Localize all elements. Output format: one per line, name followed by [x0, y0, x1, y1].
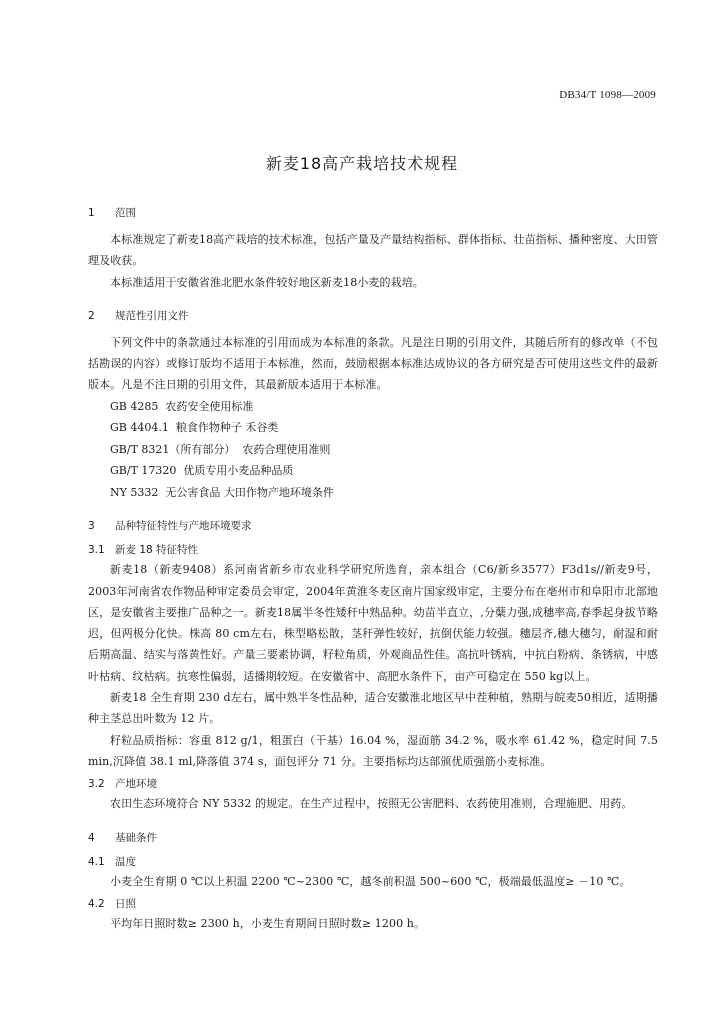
section-title: 规范性引用文件 — [115, 309, 189, 322]
subsection-heading-3-1 — [88, 542, 658, 557]
subsection-number: 4.2 — [88, 897, 105, 910]
section-heading-3 — [88, 518, 658, 533]
paragraph: 籽粒品质指标：容重 812 g/1，粗蛋白（干基）16.04 %，湿面筋 34.2 %，吸水率 61.42 %，稳定时间 7.5 min,沉降值 38.1 ml,降落值 374 s，面包评分 71 分。主要指标均达部颁优质强筋小麦标准。 — [88, 733, 658, 768]
document-body — [88, 205, 658, 934]
reference-item: NY 5332 无公害食品 大田作物产地环境条件 — [110, 485, 334, 499]
subsection-number: 3.1 — [88, 544, 105, 557]
section-heading-4 — [88, 830, 658, 845]
paragraph: 本标准适用于安徽省淮北肥水条件较好地区新麦18小麦的栽培。 — [110, 275, 424, 289]
section-title: 品种特征特性与产地环境要求 — [115, 520, 252, 533]
paragraph: 新麦18（新麦9408）系河南省新乡市农业科学研究所选育，亲本组合（C6/新乡3577）F3d1s//新麦9号，2003年河南省农作物品种审定委员会审定，2004年黄淮冬麦区南片国家级审定，主要分布在亳州市和阜阳市北部地区，是安徽省主要推广品种之一。新麦18属半冬性矮秆中熟品种。幼苗半直立，,分蘖力强,成穗率高,春季起身拔节略迟，但两极分化快。株高 80 cm左右，株型略松散，茎秆弹性较好，抗倒伏能力较强。穗层齐,穗大穗匀，耐湿和耐后期高温、结实与落黄性好。产量三要素协调，籽粒角质，外观商品性佳。高抗叶锈病，中抗白粉病、条锈病，中感叶枯病、纹枯病。抗寒性偏弱，适播期较短。在安徽省中、高肥水条件下，亩产可稳定在 550 kg以上。 — [88, 563, 658, 683]
document-number: DB34/T 1098—2009 — [559, 89, 656, 101]
subsection-title: 产地环境 — [115, 778, 157, 791]
reference-item: GB 4404.1 粮食作物种子 禾谷类 — [110, 421, 279, 435]
subsection-number: 3.2 — [88, 778, 105, 791]
section-number: 4 — [88, 831, 95, 844]
reference-item: GB 4285 农药安全使用标准 — [110, 399, 254, 413]
subsection-heading-3-2 — [88, 776, 658, 791]
reference-item: GB/T 8321（所有部分） 农药合理使用准则 — [110, 442, 331, 456]
subsection-title: 温度 — [115, 855, 136, 868]
subsection-heading-4-2 — [88, 896, 658, 911]
paragraph: 平均年日照时数≥ 2300 h，小麦生育期间日照时数≥ 1200 h。 — [110, 916, 426, 930]
section-number: 3 — [88, 520, 95, 533]
reference-item: GB/T 17320 优质专用小麦品种品质 — [110, 464, 294, 478]
subsection-heading-4-1 — [88, 854, 658, 869]
subsection-title: 新麦 18 特征特性 — [115, 544, 199, 557]
paragraph: 新麦18 全生育期 230 d左右，属中熟半冬性品种，适合安徽淮北地区早中茬种植，熟期与皖麦50相近，适期播种主茎总出叶数为 12 片。 — [88, 691, 658, 726]
paragraph: 下列文件中的条款通过本标准的引用而成为本标准的条款。凡是注日期的引用文件，其随后所有的修改单（不包括勘误的内容）或修订版均不适用于本标准，然而，鼓励根据本标准达成协议的各方研究是否可使用这些文件的最新版本。凡是不注日期的引用文件，其最新版本适用于本标准。 — [88, 335, 658, 392]
page-title: 新麦18高产栽培技术规程 — [265, 154, 459, 173]
paragraph: 小麦全生育期 0 ℃以上积温 2200 ℃~2300 ℃，越冬前积温 500~600 ℃，极端最低温度≥ －10 ℃。 — [110, 874, 631, 888]
paragraph: 农田生态环境符合 NY 5332 的规定。在生产过程中，按照无公害肥料、农药使用准则，合理施肥、用药。 — [110, 797, 633, 811]
paragraph: 本标准规定了新麦18高产栽培的技术标准，包括产量及产量结构指标、群体指标、壮苗指标、播种密度、大田管理及收获。 — [88, 233, 658, 268]
section-number: 1 — [88, 207, 95, 219]
subsection-number: 4.1 — [88, 855, 105, 868]
section-title: 基础条件 — [115, 831, 157, 844]
section-title: 范围 — [115, 207, 136, 219]
section-heading-1 — [88, 205, 658, 220]
subsection-title: 日照 — [115, 897, 136, 910]
section-number: 2 — [88, 309, 95, 322]
section-heading-2 — [88, 308, 658, 323]
